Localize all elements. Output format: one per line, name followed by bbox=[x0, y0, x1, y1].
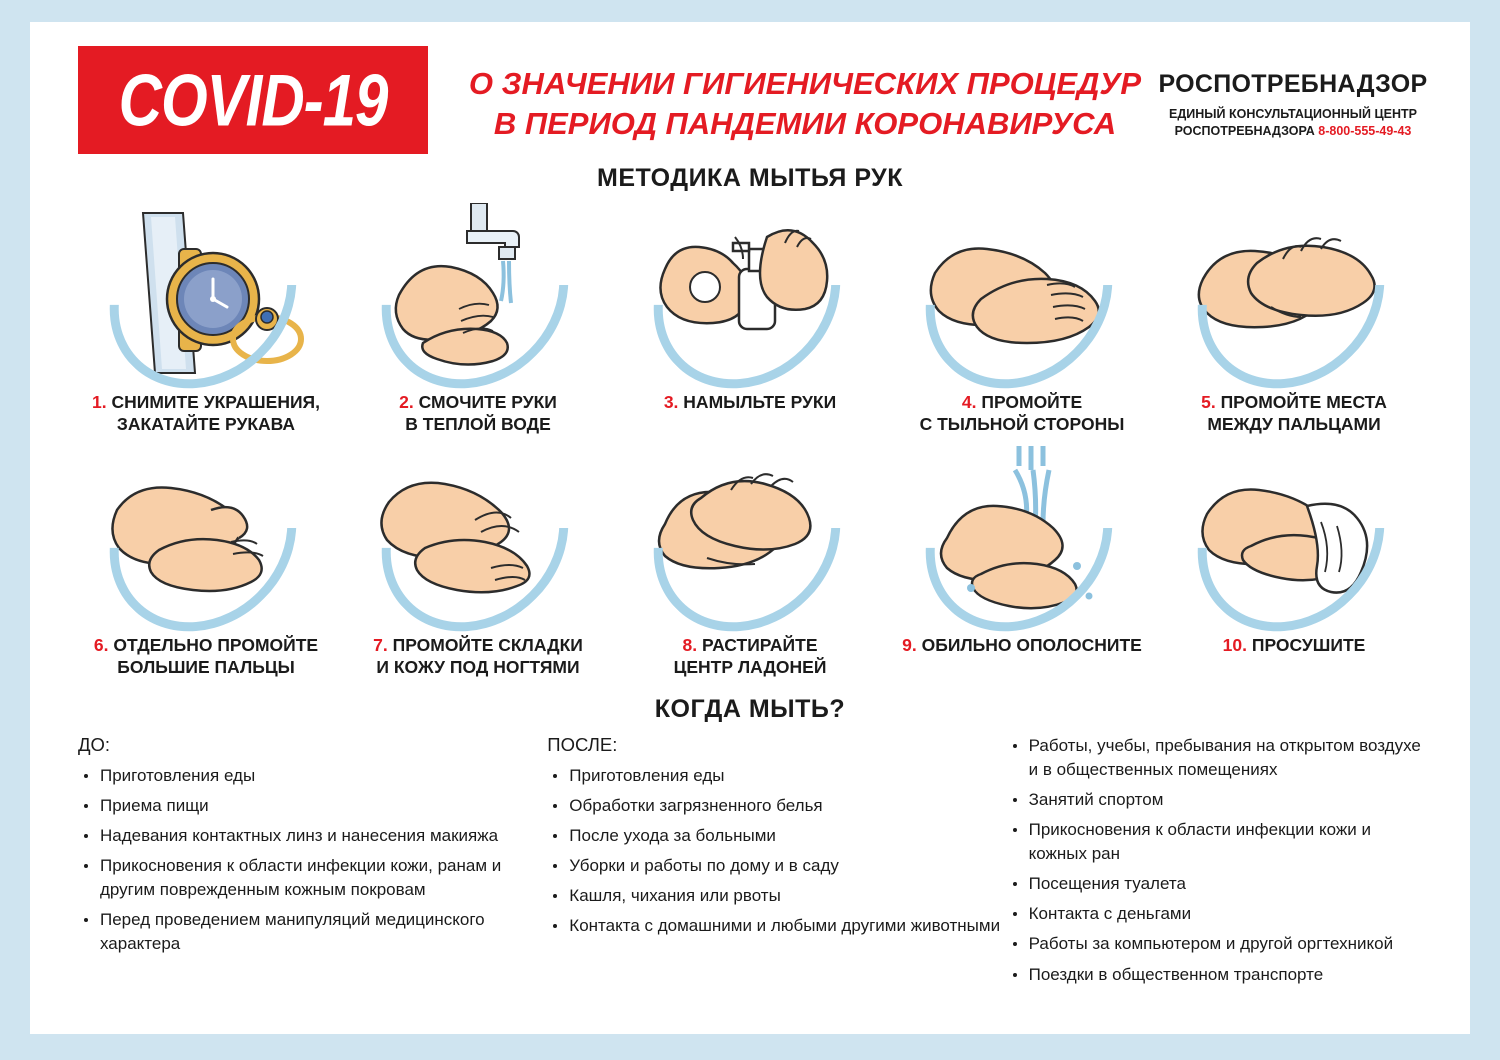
poster-title-line-1: О ЗНАЧЕНИИ ГИГИЕНИЧЕСКИХ ПРОЦЕДУР bbox=[468, 66, 1142, 101]
step-9 bbox=[886, 446, 1158, 679]
thumb-wash-icon bbox=[91, 446, 321, 631]
interlaced-fingers-icon bbox=[1179, 203, 1409, 388]
organization-subtitle bbox=[1158, 106, 1428, 140]
back-of-hands-icon bbox=[907, 203, 1137, 388]
step-2-line-2: В ТЕПЛОЙ ВОДЕ bbox=[405, 413, 551, 434]
step-2 bbox=[342, 203, 614, 436]
list-item: Прикосновения к области инфекции кожи и кожных ран bbox=[1007, 818, 1426, 866]
list-item: Посещения туалета bbox=[1007, 872, 1426, 896]
nails-wash-icon bbox=[363, 446, 593, 631]
step-1-number: 1. bbox=[92, 392, 107, 412]
after-heading: ПОСЛЕ: bbox=[547, 733, 618, 755]
list-item: Кашля, чихания или рвоты bbox=[547, 884, 1006, 908]
step-6-number: 6. bbox=[93, 634, 109, 655]
dry-with-towel-icon bbox=[1179, 446, 1409, 631]
step-8-number: 8. bbox=[682, 634, 698, 655]
list-item: Приема пищи bbox=[78, 794, 547, 818]
step-10 bbox=[1158, 446, 1430, 679]
step-9-line-1: ОБИЛЬНО ОПОЛОСНИТЕ bbox=[921, 634, 1142, 655]
rinse-icon bbox=[907, 446, 1137, 631]
list-item: После ухода за больными bbox=[547, 824, 1006, 848]
step-2-line-1: СМОЧИТЕ РУКИ bbox=[418, 392, 557, 412]
step-7 bbox=[342, 446, 614, 679]
step-3-line-1: НАМЫЛЬТЕ РУКИ bbox=[683, 392, 837, 412]
list-item: Контакта с деньгами bbox=[1007, 902, 1426, 926]
step-10-number: 10. bbox=[1222, 634, 1247, 655]
list-item: Занятий спортом bbox=[1007, 788, 1426, 812]
list-item: Приготовления еды bbox=[547, 764, 1006, 788]
after-column-1 bbox=[547, 734, 1006, 993]
palm-rub-icon bbox=[635, 446, 865, 631]
step-4-caption bbox=[886, 392, 1158, 436]
step-5-caption bbox=[1158, 392, 1430, 436]
list-item: Контакта с домашними и любыми другими животными bbox=[547, 914, 1006, 938]
poster-header bbox=[30, 22, 1470, 170]
list-item: Работы за компьютером и другой оргтехникой bbox=[1007, 932, 1426, 956]
step-8-line-2: ЦЕНТР ЛАДОНЕЙ bbox=[673, 656, 827, 677]
covid-19-badge-label: COVID-19 bbox=[118, 59, 388, 141]
list-item: Обработки загрязненного белья bbox=[547, 794, 1006, 818]
covid-19-badge bbox=[78, 46, 428, 154]
step-1-line-1: СНИМИТЕ УКРАШЕНИЯ, bbox=[111, 392, 320, 412]
poster-title bbox=[440, 64, 1170, 143]
step-7-line-1: ПРОМОЙТЕ СКЛАДКИ bbox=[392, 634, 583, 655]
step-4 bbox=[886, 203, 1158, 436]
step-5 bbox=[1158, 203, 1430, 436]
step-3 bbox=[614, 203, 886, 436]
method-section-title: МЕТОДИКА МЫТЬЯ РУК bbox=[597, 164, 903, 192]
step-7-number: 7. bbox=[373, 634, 388, 655]
step-3-number: 3. bbox=[663, 392, 679, 412]
step-8 bbox=[614, 446, 886, 679]
after-column-2 bbox=[1007, 734, 1426, 993]
after-list-2 bbox=[1007, 734, 1426, 987]
when-section-title: КОГДА МЫТЬ? bbox=[654, 694, 846, 723]
method-steps-row-1 bbox=[30, 203, 1470, 436]
step-5-line-2: МЕЖДУ ПАЛЬЦАМИ bbox=[1207, 413, 1381, 434]
before-heading: ДО: bbox=[78, 733, 111, 755]
step-8-line-1: РАСТИРАЙТЕ bbox=[701, 634, 818, 655]
rospotrebnadzor-block bbox=[1158, 70, 1428, 140]
step-7-line-2: И КОЖУ ПОД НОГТЯМИ bbox=[376, 656, 580, 677]
poster-title-line-2: В ПЕРИОД ПАНДЕМИИ КОРОНАВИРУСА bbox=[493, 105, 1117, 141]
step-6-line-1: ОТДЕЛЬНО ПРОМОЙТЕ bbox=[113, 634, 319, 655]
list-item: Перед проведением манипуляций медицинского характера bbox=[78, 908, 547, 956]
step-7-caption bbox=[342, 635, 614, 679]
step-4-line-2: С ТЫЛЬНОЙ СТОРОНЫ bbox=[919, 413, 1125, 434]
when-columns bbox=[30, 734, 1470, 993]
step-6-line-2: БОЛЬШИЕ ПАЛЬЦЫ bbox=[117, 656, 295, 677]
step-10-caption bbox=[1158, 635, 1430, 657]
step-6 bbox=[70, 446, 342, 679]
step-1 bbox=[70, 203, 342, 436]
step-1-caption bbox=[70, 392, 342, 436]
step-4-line-1: ПРОМОЙТЕ bbox=[981, 392, 1083, 412]
consult-center-line-2: РОСПОТРЕБНАДЗОРА bbox=[1174, 123, 1315, 138]
after-list-1 bbox=[547, 764, 1006, 939]
step-5-number: 5. bbox=[1201, 392, 1216, 412]
step-3-caption bbox=[614, 392, 886, 414]
step-10-line-1: ПРОСУШИТЕ bbox=[1251, 634, 1366, 655]
before-column bbox=[78, 734, 547, 993]
hands-under-tap-icon bbox=[363, 203, 593, 388]
step-8-caption bbox=[614, 635, 886, 679]
step-4-number: 4. bbox=[961, 392, 977, 412]
list-item: Работы, учебы, пребывания на открытом воздухе и в общественных помещениях bbox=[1007, 734, 1426, 782]
list-item: Уборки и работы по дому и в саду bbox=[547, 854, 1006, 878]
step-1-line-2: ЗАКАТАЙТЕ РУКАВА bbox=[116, 413, 296, 434]
step-6-caption bbox=[70, 635, 342, 679]
organization-name: РОСПОТРЕБНАДЗОР bbox=[1158, 70, 1428, 98]
step-2-number: 2. bbox=[399, 392, 414, 412]
hotline-phone: 8-800-555-49-43 bbox=[1318, 123, 1412, 138]
before-list bbox=[78, 764, 547, 957]
poster bbox=[30, 22, 1470, 1034]
list-item: Приготовления еды bbox=[78, 764, 547, 788]
consult-center-line-1: ЕДИНЫЙ КОНСУЛЬТАЦИОННЫЙ ЦЕНТР bbox=[1169, 107, 1417, 121]
method-steps-row-2 bbox=[30, 446, 1470, 679]
watch-and-ring-icon bbox=[91, 203, 321, 388]
list-item: Надевания контактных линз и нанесения макияжа bbox=[78, 824, 547, 848]
list-item: Прикосновения к области инфекции кожи, ранам и другим поврежденным кожным покровам bbox=[78, 854, 547, 902]
soap-dispenser-icon bbox=[635, 203, 865, 388]
step-9-number: 9. bbox=[902, 634, 917, 655]
step-2-caption bbox=[342, 392, 614, 436]
step-5-line-1: ПРОМОЙТЕ МЕСТА bbox=[1220, 392, 1387, 412]
step-9-caption bbox=[886, 635, 1158, 657]
list-item: Поездки в общественном транспорте bbox=[1007, 963, 1426, 987]
